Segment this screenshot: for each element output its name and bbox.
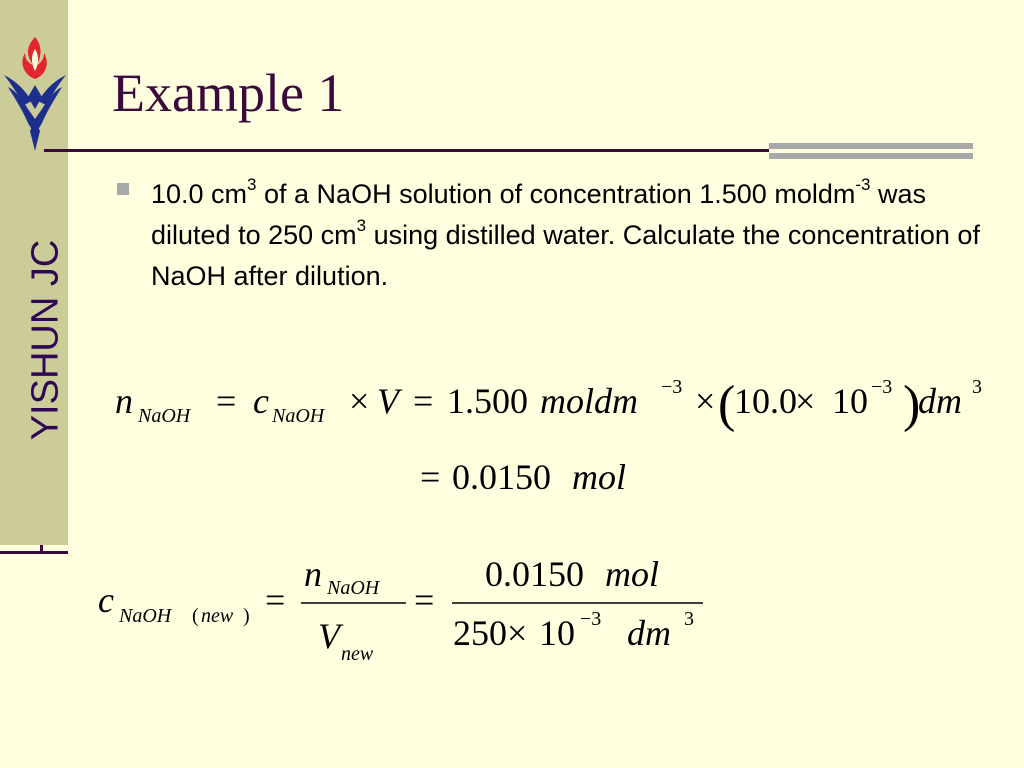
eq-symbol: V — [377, 381, 399, 421]
question-part: 10.0 cm — [151, 179, 248, 209]
eq-operator: = — [420, 457, 441, 497]
eq-subscript: new — [201, 605, 234, 627]
fraction-numerator: n — [304, 554, 322, 594]
eq-symbol: c — [98, 580, 114, 620]
superscript: 3 — [356, 216, 367, 235]
eq-exponent: −3 — [580, 608, 602, 630]
eq-exponent: −3 — [661, 376, 683, 398]
brand-text: YISHUN JC — [24, 239, 67, 441]
eq-exponent: 3 — [972, 376, 982, 398]
eq-subscript: ) — [243, 605, 250, 627]
eq-unit: moldm — [540, 381, 638, 421]
eq-operator: = — [265, 580, 286, 620]
eq-number: 0.0150 — [452, 457, 551, 497]
eq-subscript: NaOH — [272, 405, 325, 427]
eq-subscript: NaOH — [327, 577, 380, 599]
eq-number: 10 — [539, 613, 575, 653]
eq-operator: × — [507, 613, 528, 653]
eq-unit: mol — [605, 554, 659, 594]
eq-unit: mol — [572, 457, 626, 497]
eq-unit: dm — [627, 613, 671, 653]
fraction-denominator: 250 — [453, 613, 507, 653]
eq-operator: = — [216, 381, 237, 421]
eq-subscript: ( — [192, 605, 199, 627]
eq-number: 10 — [832, 381, 868, 421]
slide-title: Example 1 — [112, 63, 345, 123]
eq-number: 1.500 — [447, 381, 528, 421]
question-part: using distilled water. Calculate the concentration of NaOH after dilution. — [151, 220, 980, 291]
eq-paren: ( — [718, 376, 736, 433]
eq-operator: × — [795, 381, 816, 421]
fraction-numerator: 0.0150 — [485, 554, 584, 594]
superscript: 3 — [247, 175, 257, 194]
question-part: was diluted to 250 cm — [151, 179, 926, 250]
eq-subscript: NaOH — [119, 605, 172, 627]
eq-subscript: NaOH — [138, 405, 191, 427]
question-part: of a NaOH solution of concentration 1.500 moldm — [256, 179, 856, 209]
eq-symbol: c — [253, 381, 269, 421]
eq-operator: × — [349, 381, 370, 421]
eq-operator: × — [695, 381, 716, 421]
equation-result — [420, 457, 626, 497]
fraction-denominator: V — [318, 616, 340, 656]
superscript: -3 — [855, 175, 871, 194]
eq-number: 10.0 — [734, 381, 797, 421]
eq-symbol: n — [115, 381, 133, 421]
eq-paren: ) — [903, 376, 921, 433]
eq-operator: = — [413, 381, 434, 421]
eq-exponent: −3 — [871, 376, 893, 398]
eq-subscript: new — [341, 643, 374, 665]
eq-operator: = — [414, 580, 435, 620]
eq-exponent: 3 — [684, 608, 694, 630]
equation-dilution — [98, 554, 703, 665]
equation-moles — [115, 376, 982, 433]
eq-unit: dm — [918, 381, 962, 421]
